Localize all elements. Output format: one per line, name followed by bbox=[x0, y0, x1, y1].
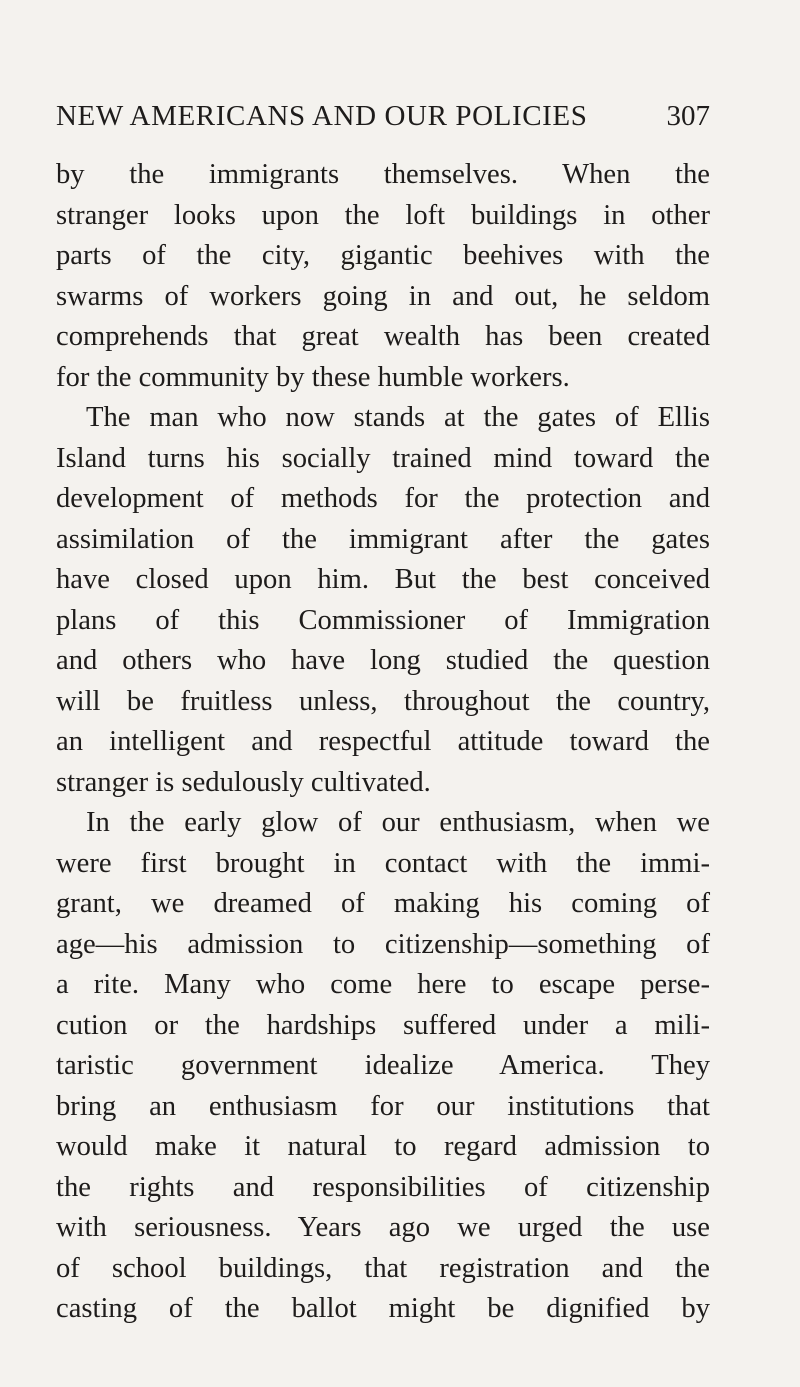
text-line: plans of this Commissioner of Immigration bbox=[56, 604, 710, 636]
text-line: development of methods for the protection and bbox=[56, 483, 710, 514]
text-line: would make it natural to regard admission to bbox=[56, 1131, 710, 1162]
running-header bbox=[56, 100, 710, 144]
text-line: parts of the city, gigantic beehives with the bbox=[56, 240, 710, 271]
text-line: In the early glow of our enthusiasm, when we bbox=[86, 807, 710, 838]
text-line: for the community by these humble workers. bbox=[56, 361, 570, 393]
text-line: an intelligent and respectful attitude toward the bbox=[56, 726, 710, 757]
text-line: with seriousness. Years ago we urged the use bbox=[56, 1212, 710, 1243]
text-line: age—his admission to citizenship—something of bbox=[56, 928, 710, 960]
text-line: The man who now stands at the gates of Ellis bbox=[86, 402, 710, 433]
text-line: bring an enthusiasm for our institutions that bbox=[56, 1090, 710, 1122]
text-line: taristic government idealize America. They bbox=[56, 1050, 710, 1081]
page-number: 307 bbox=[666, 100, 710, 132]
body-text bbox=[56, 155, 710, 1330]
text-line: a rite. Many who come here to escape perse- bbox=[56, 969, 710, 1000]
text-line: casting of the ballot might be dignified by bbox=[56, 1293, 710, 1324]
text-line: stranger looks upon the loft buildings in other bbox=[56, 199, 710, 231]
text-line: grant, we dreamed of making his coming of bbox=[56, 888, 710, 919]
text-line: the rights and responsibilities of citizenship bbox=[56, 1171, 710, 1203]
text-line: have closed upon him. But the best conceived bbox=[56, 564, 710, 595]
text-line: Island turns his socially trained mind toward the bbox=[56, 442, 710, 474]
text-line: of school buildings, that registration and the bbox=[56, 1252, 710, 1284]
text-line: comprehends that great wealth has been created bbox=[56, 321, 710, 352]
text-line: will be fruitless unless, throughout the country, bbox=[56, 685, 710, 717]
text-line: were first brought in contact with the immi- bbox=[56, 847, 710, 879]
text-line: and others who have long studied the question bbox=[56, 645, 710, 676]
running-title: NEW AMERICANS AND OUR POLICIES bbox=[56, 100, 588, 132]
text-line: assimilation of the immigrant after the gates bbox=[56, 523, 710, 555]
text-line: stranger is sedulously cultivated. bbox=[56, 766, 431, 798]
text-line: by the immigrants themselves. When the bbox=[56, 159, 710, 190]
text-line: cution or the hardships suffered under a mili- bbox=[56, 1009, 710, 1041]
text-line: swarms of workers going in and out, he seldom bbox=[56, 280, 710, 312]
